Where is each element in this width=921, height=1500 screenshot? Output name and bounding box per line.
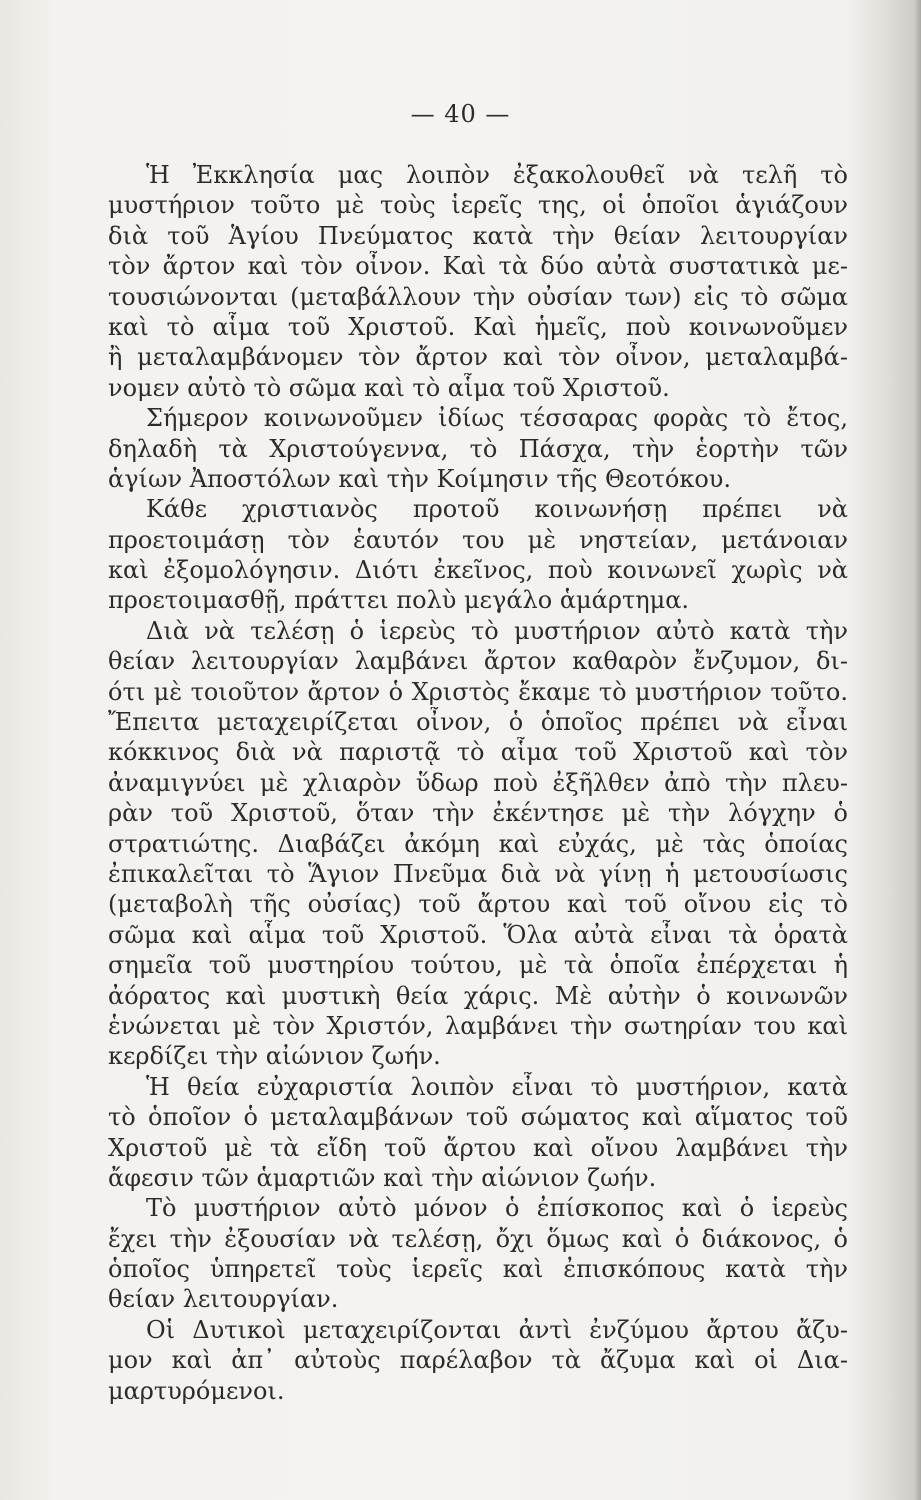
text-line: καὶ τὸ αἷμα τοῦ Χριστοῦ. Καὶ ἡμεῖς, ποὺ κοινωνοῦμεν (108, 312, 848, 341)
text-line: (μεταβολὴ τῆς οὐσίας) τοῦ ἄρτου καὶ τοῦ οἴνου εἰς τὸ (108, 890, 848, 919)
text-line: στρατιώτης. Διαβάζει ἀκόμη καὶ εὐχάς, μὲ τὰς ὁποίας (108, 829, 848, 858)
text-line: ἄφεσιν τῶν ἁμαρτιῶν καὶ τὴν αἰώνιον ζωήν. (108, 1163, 657, 1192)
text-line: Διὰ νὰ τελέσῃ ὁ ἱερεὺς τὸ μυστήριον αὐτὸ κατὰ τὴν (146, 616, 848, 645)
text-line: καὶ ἐξομολόγησιν. Διότι ἐκεῖνος, ποὺ κοινωνεῖ χωρὶς νὰ (108, 556, 848, 585)
text-line: ἐπικαλεῖται τὸ Ἅγιον Πνεῦμα διὰ νὰ γίνῃ ἡ μετουσίωσις (108, 859, 848, 888)
text-line: προετοιμάσῃ τὸν ἑαυτόν του μὲ νηστείαν, μετάνοιαν (108, 525, 848, 554)
text-line: Κάθε χριστιανὸς προτοῦ κοινωνήσῃ πρέπει νὰ (146, 495, 848, 524)
text-line: τὸν ἄρτον καὶ τὸν οἶνον. Καὶ τὰ δύο αὐτὰ συστατικὰ με- (108, 252, 848, 281)
text-line: νομεν αὐτὸ τὸ σῶμα καὶ τὸ αἷμα τοῦ Χριστοῦ. (108, 373, 670, 402)
page-number: — 40 — (410, 100, 511, 128)
text-line: σημεῖα τοῦ μυστηρίου τούτου, μὲ τὰ ὁποῖα ἐπέρχεται ἡ (108, 951, 848, 980)
text-line: ὁποῖος ὑπηρετεῖ τοὺς ἱερεῖς καὶ ἐπισκόπους κατὰ τὴν (108, 1255, 848, 1284)
text-line: μυστήριον τοῦτο μὲ τοὺς ἱερεῖς της, οἱ ὁποῖοι ἁγιάζουν (108, 191, 848, 220)
text-line: διὰ τοῦ Ἁγίου Πνεύματος κατὰ τὴν θείαν λειτουργίαν (108, 221, 848, 250)
text-line: κερδίζει τὴν αἰώνιον ζωήν. (108, 1042, 441, 1071)
text-line: Ἔπειτα μεταχειρίζεται οἶνον, ὁ ὁποῖος πρέπει νὰ εἶναι (108, 708, 848, 737)
text-line: Χριστοῦ μὲ τὰ εἴδη τοῦ ἄρτου καὶ οἴνου λαμβάνει τὴν (108, 1133, 848, 1162)
text-line: μαρτυρόμενοι. (108, 1376, 285, 1405)
text-line: σῶμα καὶ αἷμα τοῦ Χριστοῦ. Ὅλα αὐτὰ εἶναι τὰ ὁρατὰ (108, 920, 848, 949)
text-line: Τὸ μυστήριον αὐτὸ μόνον ὁ ἐπίσκοπος καὶ ὁ ἱερεὺς (146, 1194, 848, 1223)
text-line: Οἱ Δυτικοὶ μεταχειρίζονται ἀντὶ ἐνζύμου ἄρτου ἄζυ- (146, 1315, 848, 1344)
text-line: κόκκινος διὰ νὰ παριστᾷ τὸ αἷμα τοῦ Χριστοῦ καὶ τὸν (108, 738, 848, 767)
text-line: μον καὶ ἀπ᾿ αὐτοὺς παρέλαβον τὰ ἄζυμα καὶ οἱ Δια- (108, 1346, 848, 1375)
text-line: ἀναμιγνύει μὲ χλιαρὸν ὕδωρ ποὺ ἐξῆλθεν ἀπὸ τὴν πλευ- (108, 768, 848, 797)
text-line: ἑνώνεται μὲ τὸν Χριστόν, λαμβάνει τὴν σωτηρίαν του καὶ (108, 1011, 848, 1040)
text-line: δηλαδὴ τὰ Χριστούγεννα, τὸ Πάσχα, τὴν ἑορτὴν τῶν (108, 434, 848, 463)
text-line: θείαν λειτουργίαν. (108, 1285, 339, 1314)
text-line: προετοιμασθῇ, πράττει πολὺ μεγάλο ἁμάρτημα. (108, 586, 690, 615)
text-line: Σήμερον κοινωνοῦμεν ἰδίως τέσσαρας φορὰς τὸ ἔτος, (146, 404, 848, 433)
page-edge-shadow (915, 0, 921, 1500)
text-line: τουσιώνονται (μεταβάλλουν τὴν οὐσίαν των) εἰς τὸ σῶμα (108, 282, 848, 311)
text-line: ότι μὲ τοιοῦτον ἄρτον ὁ Χριστὸς ἔκαμε τὸ μυστήριον τοῦτο. (108, 677, 848, 706)
text-line: τὸ ὁποῖον ὁ μεταλαμβάνων τοῦ σώματος καὶ αἵματος τοῦ (108, 1103, 848, 1132)
body-text (108, 160, 848, 1406)
text-line: ἀόρατος καὶ μυστικὴ θεία χάρις. Μὲ αὐτὴν ὁ κοινωνῶν (108, 981, 848, 1010)
text-line: ἔχει τὴν ἐξουσίαν νὰ τελέσῃ, ὄχι ὅμως καὶ ὁ διάκονος, ὁ (108, 1224, 848, 1253)
text-line: Ἡ Ἐκκλησία μας λοιπὸν ἐξακολουθεῖ νὰ τελῆ τὸ (146, 161, 848, 189)
text-line: θείαν λειτουργίαν λαμβάνει ἄρτον καθαρὸν ἔνζυμον, δι- (108, 647, 848, 676)
text-line: ἁγίων Ἀποστόλων καὶ τὴν Κοίμησιν τῆς Θεοτόκου. (108, 464, 731, 493)
text-line: Ἡ θεία εὐχαριστία λοιπὸν εἶναι τὸ μυστήριον, κατὰ (146, 1072, 848, 1101)
text-line: ρὰν τοῦ Χριστοῦ, ὅταν τὴν ἐκέντησε μὲ τὴν λόγχην ὁ (108, 799, 848, 828)
text-line: ἢ μεταλαμβάνομεν τὸν ἄρτον καὶ τὸν οἶνον, μεταλαμβά- (108, 343, 848, 372)
